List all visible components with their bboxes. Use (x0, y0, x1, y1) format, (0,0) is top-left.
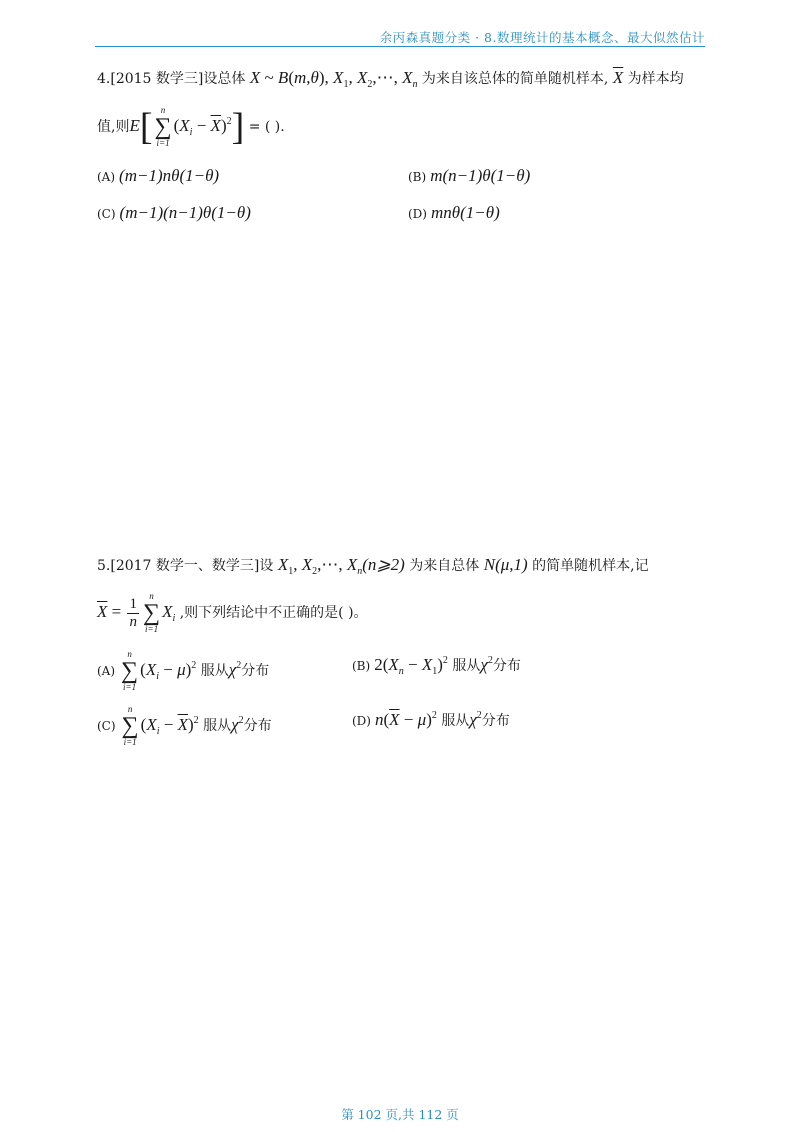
q4-option-b-expr: m(n−1)θ(1−θ) (430, 166, 531, 185)
q5-normal-dist: N(μ,1) (483, 555, 528, 574)
q5-option-d-expr: $n(\overline{X} - \mu)^2$ (374, 710, 437, 729)
q5-option-c-expr: n ∑ i=1 $(X_i - \overline{X})^2$ (121, 704, 199, 747)
q4-option-b[interactable]: (B) m(n−1)θ(1−θ) (408, 166, 531, 185)
q5-line2 (97, 592, 368, 634)
q5-number: 5. (97, 558, 111, 574)
q5-option-a-expr: n ∑ i=1 $(X_i - \mu)^2$ (121, 649, 197, 692)
q5-mean-definition: $\overline{X}$ = $\frac{1}{n}$ n ∑ i=1 $X_i$ (97, 591, 176, 634)
page-header: 余丙森真题分类 · 8.数理统计的基本概念、最大似然估计 (379, 30, 705, 45)
q5-option-c[interactable]: (C) n ∑ i=1 $(X_i - \overline{X})^2$ 服从$\chi^2$分布 (97, 704, 272, 747)
q4-source: [2015 数学三] (110, 71, 204, 87)
q4-number: 4. (97, 71, 111, 87)
q4-population-expr: X ~ B(m,θ), $X_1$, $X_2,\cdots$, $X_n$ (249, 68, 418, 90)
q4-sample-mean: $\overline{X}$ (612, 68, 624, 87)
q4-line1 (97, 68, 684, 90)
q5-sample-expr: $X_1$, $X_2,\cdots$, $X_n$ (277, 555, 363, 577)
q5-option-b[interactable]: (B) $2(X_n - X_1)^2$ 服从$\chi^2$分布 (352, 655, 521, 677)
q4-option-c-expr: (m−1)(n−1)θ(1−θ) (119, 203, 251, 222)
q5-condition: (n⩾2) (362, 555, 405, 574)
q4-option-c[interactable]: (C) (m−1)(n−1)θ(1−θ) (97, 203, 251, 222)
q4-option-a-expr: (m−1)nθ(1−θ) (119, 166, 220, 185)
q4-line2-tail: = ( ). (248, 118, 285, 135)
q4-tail: 为样本均 (627, 71, 684, 87)
q5-mid: 为来自总体 (409, 558, 480, 574)
q4-option-d[interactable]: (D) mnθ(1−θ) (408, 203, 500, 222)
q5-option-b-expr: $2(X_n - X_1)^2$ (374, 655, 448, 677)
q4-option-d-expr: mnθ(1−θ) (430, 203, 500, 222)
q4-line2-lead: 值,则 (97, 118, 130, 135)
q4-lead: 设总体 (203, 71, 246, 87)
page-footer: 第 102 页,共 112 页 (341, 1107, 459, 1122)
q5-option-d[interactable]: (D) $n(\overline{X} - \mu)^2$ 服从$\chi^2$分布 (352, 710, 510, 729)
q4-option-a[interactable]: (A) (m−1)nθ(1−θ) (97, 166, 220, 185)
q4-line2 (97, 106, 285, 148)
q5-source: [2017 数学一、数学三] (110, 558, 260, 574)
q4-mid: 为来自该总体的简单随机样本, (421, 71, 609, 87)
q5-option-a[interactable]: (A) n ∑ i=1 $(X_i - \mu)^2$ 服从$\chi^2$分布 (97, 649, 270, 692)
q5-line2-tail: ,则下列结论中不正确的是( )。 (179, 604, 368, 621)
q5-line1 (97, 555, 649, 577)
q5-tail: 的简单随机样本,记 (532, 558, 649, 574)
q5-lead: 设 (259, 558, 274, 574)
q4-expectation-expr: E[ n ∑ i=1 $(X_i - \overline{X})^2$] (129, 105, 245, 148)
header-divider (95, 46, 705, 47)
